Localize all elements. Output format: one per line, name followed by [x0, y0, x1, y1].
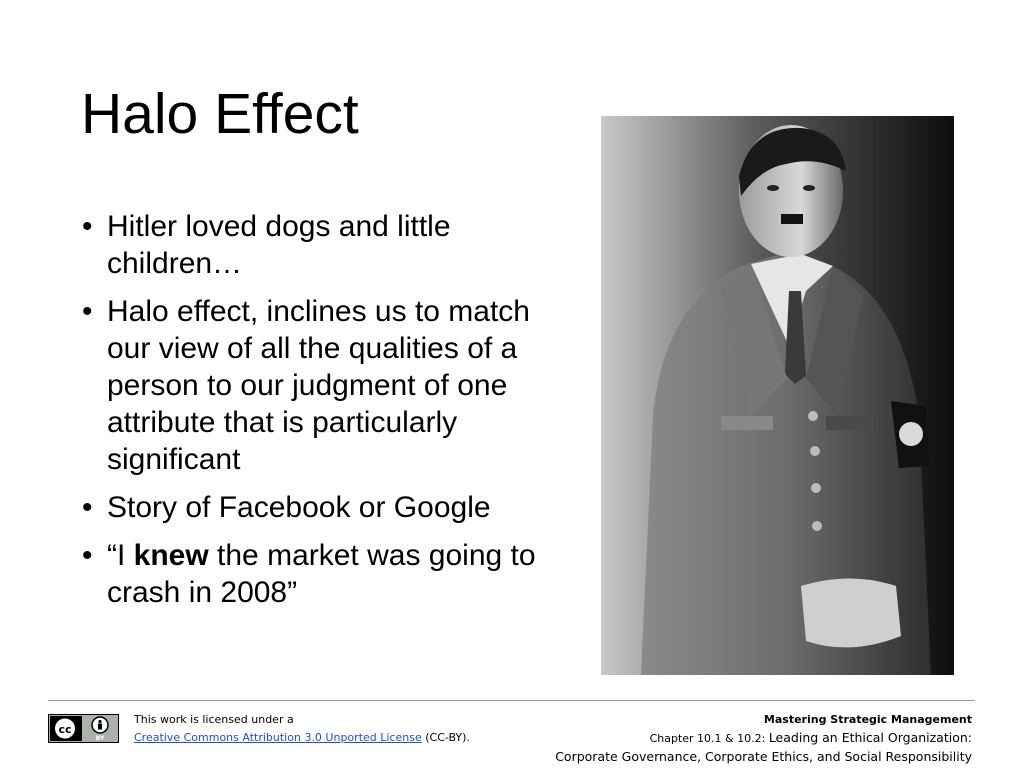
slide-title: Halo Effect — [81, 82, 359, 146]
bullet-item — [80, 293, 550, 478]
chapter-title: Leading an Ethical Organization: — [768, 730, 972, 745]
chapter-subtitle: Corporate Governance, Corporate Ethics, and Social Responsibility — [555, 749, 972, 764]
license-link[interactable]: Creative Commons Attribution 3.0 Unported License — [134, 731, 422, 744]
bullet-text-post: the market was going to crash in 2008” — [107, 539, 536, 609]
bullet-list — [80, 208, 550, 622]
license-suffix: (CC-BY). — [421, 731, 470, 744]
bullet-text: Hitler loved dogs and little children… — [107, 210, 451, 280]
license-notice — [134, 711, 470, 747]
book-title: Mastering Strategic Management — [763, 713, 972, 726]
portrait-photo-icon — [601, 116, 954, 675]
bullet-text: Halo effect, inclines us to match our view of all the qualities of a person to our judgment of one attribute that is particularly significant — [107, 295, 530, 476]
bullet-text: Story of Facebook or Google — [107, 491, 491, 524]
bullet-dot: • — [82, 210, 93, 243]
chapter-line — [555, 729, 972, 748]
cc-badge-text: cc — [58, 723, 72, 736]
bullet-item — [80, 537, 550, 611]
cc-by-license-icon[interactable] — [48, 714, 119, 743]
bullet-dot: • — [82, 539, 93, 572]
bullet-dot: • — [82, 491, 93, 524]
chapter-prefix: Chapter 10.1 & 10.2: — [649, 732, 769, 745]
bullet-text-pre: “I — [107, 539, 134, 572]
bullet-item — [80, 489, 550, 526]
by-badge-text: BY — [95, 735, 105, 742]
bullet-dot: • — [82, 295, 93, 328]
bullet-item — [80, 208, 550, 282]
footer-divider — [48, 700, 975, 701]
book-credit — [555, 711, 972, 766]
license-line-2 — [134, 729, 470, 747]
license-line: This work is licensed under a — [134, 713, 294, 726]
bullet-text-bold: knew — [133, 539, 209, 572]
